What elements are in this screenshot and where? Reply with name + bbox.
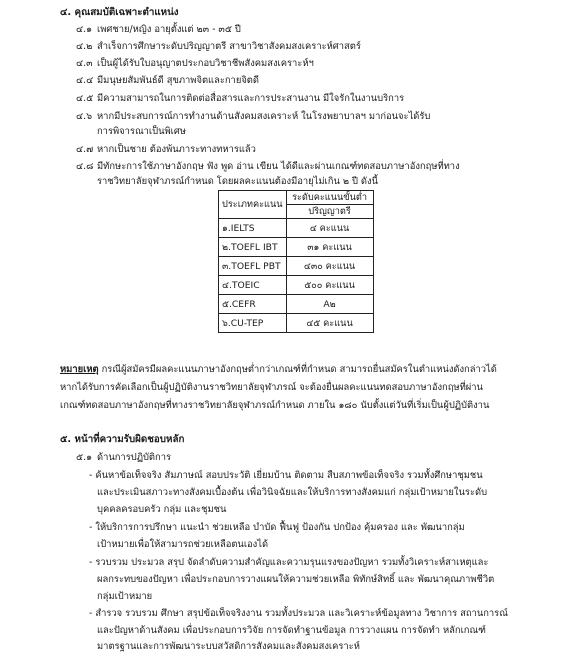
table-header-type: ประเภทคะแนน bbox=[219, 191, 287, 219]
item-number: ๔.๓ bbox=[76, 58, 93, 69]
duty-bullet: และปัญหาด้านสังคม เพื่อประกอบการวิจัย การจัดทำฐานข้อมูล การวางแผน การจัดทำ หลักเกณฑ์ bbox=[97, 625, 486, 636]
item-text: การพิจารณาเป็นพิเศษ bbox=[97, 126, 186, 137]
test-name: ๒.TOEFL IBT bbox=[219, 238, 287, 257]
test-name: ๓.TOEFL PBT bbox=[219, 257, 287, 276]
section-5-title: ๕. หน้าที่ความรับผิดชอบหลัก bbox=[60, 434, 185, 445]
test-name: ๔.TOEIC bbox=[219, 276, 287, 295]
duty-bullet: เป้าหมายเพื่อให้สามารถช่วยเหลือตนเองได้ bbox=[97, 539, 269, 550]
test-score: ๕๐๐ คะแนน bbox=[286, 276, 373, 295]
table-row bbox=[219, 295, 374, 314]
item-number: ๔.๗ bbox=[76, 144, 94, 155]
item-text: ราชวิทยาลัยจุฬาภรณ์กำหนด โดยผลคะแนนต้องมีอายุไม่เกิน ๒ ปี ดังนี้ bbox=[97, 176, 378, 187]
test-name: ๖.CU-TEP bbox=[219, 314, 287, 333]
remark-line: หากได้รับการคัดเลือกเป็นผู้ปฏิบัติงานราชวิทยาลัยจุฬาภรณ์ จะต้องยื่นผลคะแนนทดสอบภาษาอังกฤษที่ผ่าน bbox=[60, 382, 483, 393]
sub-label: ด้านการปฏิบัติการ bbox=[97, 452, 171, 463]
remark-line bbox=[60, 363, 497, 376]
duty-bullet: มาตรฐานและการพัฒนาระบบสวัสดิการสังคมและสังคมสงเคราะห์ bbox=[97, 641, 360, 652]
duty-bullet: บุคคลครอบครัว กลุ่ม และชุมชน bbox=[97, 504, 227, 515]
sub-number: ๕.๑ bbox=[76, 452, 93, 463]
duty-bullet: กลุ่มเป้าหมาย bbox=[97, 591, 153, 602]
duty-bullet: - ให้บริการการปรึกษา แนะนำ ช่วยเหลือ บำบัด ฟื้นฟู ป้องกัน ปกป้อง คุ้มครอง และ พัฒนากลุ่ม bbox=[89, 522, 465, 533]
table-row bbox=[219, 238, 374, 257]
item-text: เพศชาย/หญิง อายุตั้งแต่ ๒๓ - ๓๕ ปี bbox=[97, 24, 241, 35]
item-text: มีความสามารถในการติดต่อสื่อสารและการประสานงาน มีใจรักในงานบริการ bbox=[97, 93, 405, 104]
item-number: ๔.๕ bbox=[76, 93, 94, 104]
test-name: ๕.CEFR bbox=[219, 295, 287, 314]
english-score-table bbox=[218, 190, 374, 333]
duty-bullet: - ค้นหาข้อเท็จจริง สัมภาษณ์ สอบประวัติ เยี่ยมบ้าน ติดตาม สืบสภาพข้อเท็จจริง รวมทั้งศึกษาชุมชน bbox=[89, 470, 483, 481]
item-number: ๔.๖ bbox=[76, 111, 93, 122]
remark-line: เกณฑ์ทดสอบภาษาอังกฤษที่ทางราชวิทยาลัยจุฬาภรณ์กำหนด ภายใน ๑๘๐ นับตั้งแต่วันที่เริ่มเป็นผู้ปฏิบัติงาน bbox=[60, 400, 490, 411]
test-score: ๔๓๐ คะแนน bbox=[286, 257, 373, 276]
duty-bullet: - รวบรวม ประมวล สรุป จัดลำดับความสำคัญและความรุนแรงของปัญหา รวมทั้งวิเคราะห์สาเหตุและ bbox=[89, 557, 489, 568]
test-score: ๔๕ คะแนน bbox=[286, 314, 373, 333]
item-text: สำเร็จการศึกษาระดับปริญญาตรี สาขาวิชาสังคมสงเคราะห์ศาสตร์ bbox=[97, 41, 361, 52]
item-text: เป็นผู้ได้รับใบอนุญาตประกอบวิชาชีพสังคมสงเคราะห์ฯ bbox=[97, 58, 314, 69]
table-row bbox=[219, 276, 374, 295]
table-header-degree: ปริญญาตรี bbox=[286, 205, 373, 219]
test-name: ๑.IELTS bbox=[219, 219, 287, 238]
test-score: A๒ bbox=[286, 295, 373, 314]
test-score: ๓๑ คะแนน bbox=[286, 238, 373, 257]
test-score: ๔ คะแนน bbox=[286, 219, 373, 238]
duty-bullet: - สำรวจ รวบรวม ศึกษา สรุปข้อเท็จจริงงาน รวมทั้งประมวล และวิเคราะห์ข้อมูลทาง วิชาการ สถานการณ์ bbox=[89, 608, 508, 619]
duty-bullet: ผลกระทบของปัญหา เพื่อประกอบการวางแผนให้ความช่วยเหลือ พิทักษ์สิทธิ์ และ พัฒนาคุณภาพชีวิต bbox=[97, 574, 495, 585]
item-number: ๔.๘ bbox=[76, 161, 94, 172]
remark-text: กรณีผู้สมัครมีผลคะแนนภาษาอังกฤษต่ำกว่าเกณฑ์ที่กำหนด สามารถยื่นสมัครในตำแหน่งดังกล่าวได้ bbox=[98, 364, 497, 375]
duty-bullet: และประเมินสภาวะทางสังคมเบื้องต้น เพื่อวินิจฉัยและให้บริการทางสังคมแก่ กลุ่มเป้าหมายในระดับ bbox=[97, 487, 488, 498]
table-row bbox=[219, 257, 374, 276]
table-row bbox=[219, 219, 374, 238]
item-text: มีทักษะการใช้ภาษาอังกฤษ ฟัง พูด อ่าน เขียน ได้ดีและผ่านเกณฑ์ทดสอบภาษาอังกฤษที่ทาง bbox=[97, 161, 460, 172]
item-text: มีมนุษยสัมพันธ์ดี สุขภาพจิตและกายจิตดี bbox=[97, 75, 259, 86]
item-text: หากมีประสบการณ์การทำงานด้านสังคมสงเคราะห์ ในโรงพยาบาลฯ มาก่อนจะได้รับ bbox=[97, 111, 431, 122]
item-number: ๔.๔ bbox=[76, 75, 94, 86]
item-text: หากเป็นชาย ต้องพ้นภาระทางทหารแล้ว bbox=[97, 144, 256, 155]
table-header-min: ระดับคะแนนขั้นต่ำ bbox=[286, 191, 373, 205]
table-row bbox=[219, 314, 374, 333]
item-number: ๔.๑ bbox=[76, 24, 93, 35]
item-number: ๔.๒ bbox=[76, 41, 93, 52]
remark-label: หมายเหตุ bbox=[60, 364, 99, 375]
section-4-title: ๔. คุณสมบัติเฉพาะตำแหน่ง bbox=[60, 7, 179, 18]
